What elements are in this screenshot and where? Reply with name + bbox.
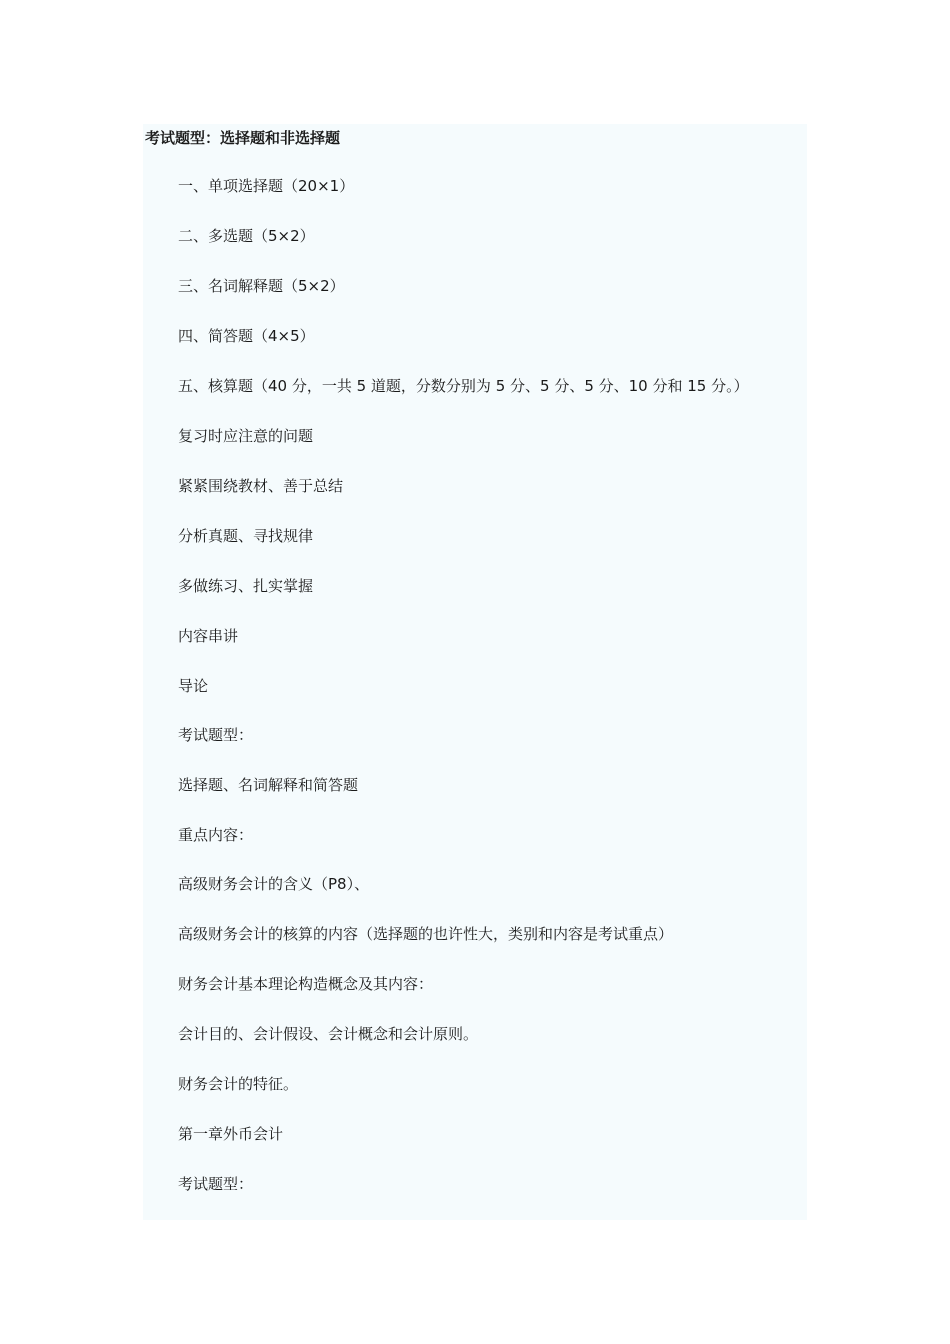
- review-tip-past-papers: 分析真题、寻找规律: [178, 527, 314, 545]
- chapter-one-title: 第一章外币会计: [178, 1125, 284, 1143]
- review-tip-practice: 多做练习、扎实掌握: [178, 577, 314, 595]
- question-type-calculation: 五、核算题（40 分，一共 5 道题，分数分别为 5 分、5 分、5 分、10 分和 15 分。）: [178, 377, 749, 395]
- key-content-scope: 高级财务会计的核算的内容（选择题的也许性大，类别和内容是考试重点）: [178, 925, 674, 943]
- question-type-term-explanation: 三、名词解释题（5×2）: [178, 277, 345, 295]
- key-content-label: 重点内容：: [178, 826, 254, 844]
- question-type-single-choice: 一、单项选择题（20×1）: [178, 177, 355, 195]
- question-type-short-answer: 四、简答题（4×5）: [178, 327, 315, 345]
- content-review-title: 内容串讲: [178, 627, 239, 645]
- review-tip-textbook: 紧紧围绕教材、善于总结: [178, 477, 344, 495]
- exam-format-heading: 考试题型：选择题和非选择题: [145, 129, 341, 147]
- key-content-theory-items: 会计目的、会计假设、会计概念和会计原则。: [178, 1025, 479, 1043]
- intro-exam-format-value: 选择题、名词解释和简答题: [178, 776, 359, 794]
- chapter-one-exam-format-label: 考试题型：: [178, 1175, 254, 1193]
- review-notes-title: 复习时应注意的问题: [178, 427, 314, 445]
- introduction-title: 导论: [178, 677, 209, 695]
- key-content-definition: 高级财务会计的含义（P8）、: [178, 875, 370, 893]
- intro-exam-format-label: 考试题型：: [178, 726, 254, 744]
- question-type-multiple-choice: 二、多选题（5×2）: [178, 227, 315, 245]
- key-content-theory: 财务会计基本理论构造概念及其内容：: [178, 975, 434, 993]
- key-content-features: 财务会计的特征。: [178, 1075, 299, 1093]
